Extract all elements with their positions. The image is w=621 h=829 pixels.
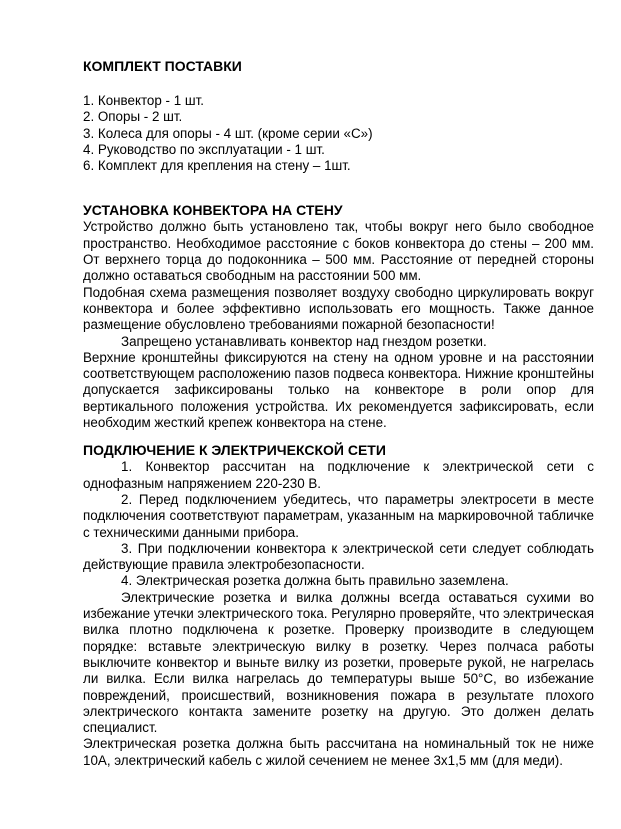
paragraph-electrical-item-1: 1. Конвектор рассчитан на подключение к электрической сети с однофазным напряжением 220-230 В. — [83, 459, 594, 491]
supply-list-item-1: 1. Конвектор - 1 шт. — [83, 93, 205, 108]
paragraph-electrical-item-2: 2. Перед подключением убедитесь, что параметры электросети в месте подключения соответствуют параметрам, указанным на маркировочной табличке с техническими данными прибора. — [83, 491, 594, 540]
supply-list-item-3: 3. Колеса для опоры - 4 шт. (кроме серии «С») — [83, 125, 373, 141]
supply-list — [83, 93, 594, 174]
paragraph-socket-rating: Электрическая розетка должна быть рассчитана на номинальный ток не ниже 10А, электрический кабель с жилой сечением не менее 3х1,5 мм (для меди). — [83, 736, 594, 768]
paragraph-electrical-item-4: 4. Электрическая розетка должна быть правильно заземлена. — [121, 573, 509, 589]
paragraph-brackets: Верхние кронштейны фиксируются на стену на одном уровне и на расстоянии соответствующем расположению пазов подвеса конвектора. Нижние кронштейны допускается зафиксированы только на конвекторе в роли опор для вертикального положения устройства. Их рекомендуется зафиксировать, если необходим жесткий крепеж конвектора на стене. — [83, 349, 594, 431]
supply-list-item-6: 6. Комплект для крепления на стену – 1шт. — [83, 158, 351, 174]
paragraph-placement-scheme: Подобная схема размещения позволяет воздуху свободно циркулировать вокруг конвектора и более эффективно использовать его мощность. Также данное размещение обусловлено требованиями пожарной безопасности! — [83, 284, 594, 333]
section-title-komplekt-postavki: КОМПЛЕКТ ПОСТАВКИ — [83, 58, 242, 74]
paragraph-clearances: Устройство должно быть установлено так, чтобы вокруг него было свободное пространство. Необходимое расстояние с боков конвектора до стены – 200 мм. От верхнего торца до подоконника – 500 мм. Расстояние от передней стороны должно оставаться свободным на расстоянии 500 мм. — [83, 219, 594, 284]
section-title-ustanovka-na-stenu: УСТАНОВКА КОНВЕКТОРА НА СТЕНУ — [83, 202, 343, 219]
supply-list-item-4: 4. Руководство по эксплуатации - 1 шт. — [83, 141, 325, 157]
paragraph-plug-check: Электрические розетка и вилка должны всегда оставаться сухими во избежание утечки электрического тока. Регулярно проверяйте, что электрическая вилка плотно подключена к розетке. Проверку производите в следующем порядке: вставьте электрическую вилку в розетку. Через полчаса работы выключите конвектор и выньте вилку из розетки, проверьте рукой, не нагрелась ли вилка. Если вилка нагрелась до температуры выше 50°С, во избежание повреждений, происшествий, возникновения пожара в результате плохого электрического контакта замените розетку на другую. Это должен делать специалист. — [83, 589, 594, 736]
supply-list-item-2: 2. Опоры - 2 шт. — [83, 109, 183, 125]
paragraph-socket-prohibition: Запрещено устанавливать конвектор над гнездом розетки. — [121, 333, 487, 349]
paragraph-electrical-item-3: 3. При подключении конвектора к электрической сети следует соблюдать действующие правила электробезопасности. — [83, 540, 594, 573]
section-title-podklyuchenie-k-seti: ПОДКЛЮЧЕНИЕ К ЭЛЕКТРИЧЕКСКОЙ СЕТИ — [83, 442, 386, 459]
